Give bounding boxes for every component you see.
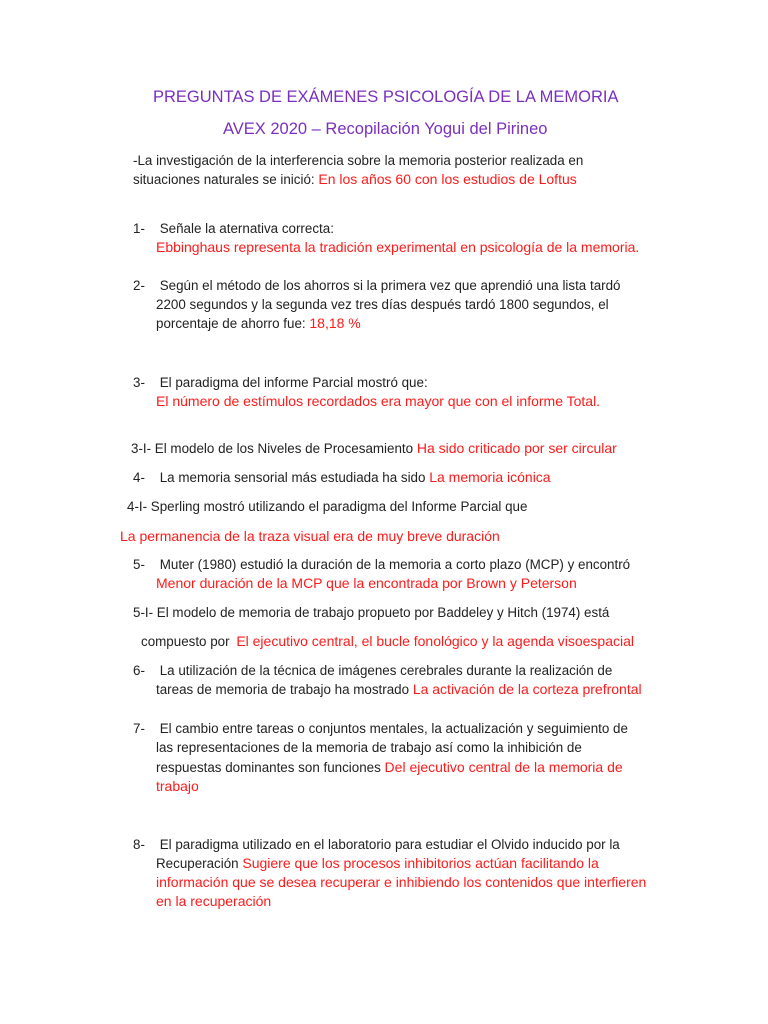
intro-answer: En los años 60 con los estudios de Loftus — [318, 171, 577, 187]
question-3-i — [131, 439, 617, 458]
question-8-line-2 — [156, 854, 599, 873]
question-number: 4- — [133, 470, 145, 485]
question-5 — [133, 555, 630, 574]
question-text-line-3: porcentaje de ahorro fue: — [156, 316, 306, 331]
answer-6: La activación de la corteza prefrontal — [412, 681, 642, 697]
answer-5: Menor duración de la MCP que la encontrada por Brown y Peterson — [156, 575, 577, 591]
question-3 — [133, 373, 428, 392]
question-8 — [133, 835, 620, 854]
intro-question-text: situaciones naturales se inició: — [133, 172, 315, 187]
question-2 — [133, 276, 621, 295]
document-subtitle: AVEX 2020 – Recopilación Yogui del Pirineo — [223, 120, 548, 138]
document-title: PREGUNTAS DE EXÁMENES PSICOLOGÍA DE LA MEMORIA — [153, 88, 619, 106]
question-text-line-1: El paradigma utilizado en el laboratorio para estudiar el Olvido inducido por la — [159, 837, 620, 852]
question-number: 6- — [133, 663, 145, 678]
question-text-line-1: Según el método de los ahorros si la primera vez que aprendió una lista tardó — [159, 278, 621, 293]
answer-8-line-2: información que se desea recuperar e inhibiendo los contenidos que interfieren — [156, 874, 647, 890]
question-5-i: 5-I- El modelo de memoria de trabajo propueto por Baddeley y Hitch (1974) está — [133, 605, 610, 620]
question-6-line-2 — [156, 680, 642, 699]
answer-8-line-1: Sugiere que los procesos inhibitorios actúan facilitando la — [242, 855, 599, 871]
question-text: compuesto por — [141, 634, 230, 649]
question-text-line-1: La utilización de la técnica de imágenes cerebrales durante la realización de — [159, 663, 613, 678]
question-4-i: 4-I- Sperling mostró utilizando el paradigma del Informe Parcial que — [127, 499, 528, 514]
answer-7-line-2: trabajo — [156, 778, 199, 794]
question-number: 2- — [133, 278, 145, 293]
question-7-line-2: las representaciones de la memoria de trabajo así como la inhibición de — [156, 740, 582, 755]
answer-8-line-3: en la recuperación — [156, 893, 272, 909]
question-6 — [133, 661, 612, 680]
intro-line-1: -La investigación de la interferencia sobre la memoria posterior realizada en — [133, 153, 584, 168]
question-number: 3- — [133, 375, 145, 390]
question-number: 8- — [133, 837, 145, 852]
intro-line-2 — [133, 170, 577, 189]
question-text-line-2: Recuperación — [156, 856, 239, 871]
question-2-line-2: 2200 segundos y la segunda vez tres días después tardó 1800 segundos, el — [156, 297, 609, 312]
question-text: Señale la aternativa correcta: — [159, 221, 334, 236]
question-4 — [133, 468, 551, 487]
answer-5-i: El ejecutivo central, el bucle fonológico y la agenda visoespacial — [236, 633, 634, 649]
answer-4-i: La permanencia de la traza visual era de muy breve duración — [120, 528, 500, 544]
question-number: 1- — [133, 221, 145, 236]
answer-2: 18,18 % — [309, 315, 361, 331]
question-text-line-2: tareas de memoria de trabajo ha mostrado — [156, 682, 410, 697]
question-number: 7- — [133, 721, 145, 736]
answer-3-i: Ha sido criticado por ser circular — [416, 440, 617, 456]
question-text: El paradigma del informe Parcial mostró que: — [159, 375, 428, 390]
question-7 — [133, 719, 628, 738]
question-1 — [133, 219, 334, 238]
question-text: Muter (1980) estudió la duración de la memoria a corto plazo (MCP) y encontró — [159, 557, 631, 572]
answer-3: El número de estímulos recordados era mayor que con el informe Total. — [156, 393, 601, 409]
question-text-line-3: respuestas dominantes son funciones — [156, 760, 381, 775]
question-7-line-3 — [156, 758, 623, 777]
question-2-line-3 — [156, 314, 361, 333]
answer-7-line-1: Del ejecutivo central de la memoria de — [384, 759, 623, 775]
question-text: La memoria sensorial más estudiada ha sido — [159, 470, 426, 485]
question-5-i-line-2 — [141, 632, 634, 651]
answer-1: Ebbinghaus representa la tradición experimental en psicología de la memoria. — [156, 239, 640, 255]
answer-4: La memoria icónica — [429, 469, 551, 485]
question-number: 5- — [133, 557, 145, 572]
question-text-line-1: El cambio entre tareas o conjuntos mentales, la actualización y seguimiento de — [159, 721, 628, 736]
question-text: 3-I- El modelo de los Niveles de Procesamiento — [131, 441, 414, 456]
